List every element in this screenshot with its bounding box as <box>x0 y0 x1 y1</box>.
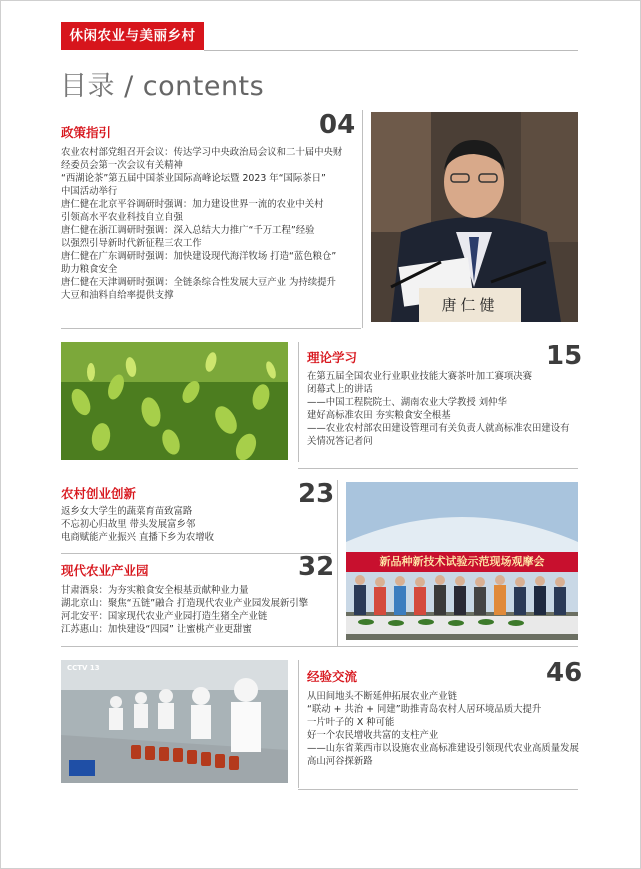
section-list-theory <box>307 370 579 448</box>
photo-greenhouse-group <box>346 482 578 640</box>
list-item[interactable]: 一片叶子的 X 种可能 <box>307 717 395 728</box>
section-rule <box>298 789 578 790</box>
photo-banner-text: 新品种新技术试验示范现场观摩会 <box>379 555 545 568</box>
section-list-experience <box>307 690 579 768</box>
list-item[interactable]: 唐仁健在广东调研时强调：加快建设现代海洋牧场 打造“蓝色粮仓” <box>61 251 337 262</box>
list-item[interactable]: 返乡女大学生的蔬菜育苗致富路 <box>61 506 193 517</box>
section-divider <box>337 480 338 646</box>
list-item[interactable]: ——农业农村部农田建设管理司有关负责人就高标准农田建设有 <box>307 423 570 434</box>
list-item[interactable]: ——山东省莱西市以设施农业高标准建设引领现代农业高质量发展 <box>307 743 579 754</box>
section-page-theory: 15 <box>546 341 583 371</box>
tv-logo: CCTV 13 <box>67 664 100 672</box>
section-page-policy: 04 <box>319 110 356 140</box>
list-item[interactable]: 中国活动举行 <box>61 186 118 197</box>
section-rule <box>61 553 331 554</box>
list-item[interactable]: 唐仁健在北京平谷调研时强调：加力建设世界一流的农业中关村 <box>61 199 324 210</box>
section-page-experience: 46 <box>546 658 583 688</box>
title-en: contents <box>142 71 265 102</box>
nameplate-text: 唐仁健 <box>441 296 499 314</box>
photo-factory <box>61 660 288 783</box>
list-item[interactable]: 闭幕式上的讲话 <box>307 384 373 395</box>
page-title <box>60 64 264 103</box>
list-item[interactable]: 农业农村部党组召开会议：传达学习中央政治局会议和二十届中央财 <box>61 147 343 158</box>
list-item[interactable]: 甘肃酒泉：为夯实粮食安全根基贡献种业力量 <box>61 585 249 596</box>
list-item[interactable]: 河北安平：国家现代农业产业园打造生猪全产业链 <box>61 611 268 622</box>
section-rule <box>298 468 578 469</box>
section-rule <box>61 646 578 647</box>
section-list-industrial-park <box>61 584 336 636</box>
section-heading-industrial-park[interactable]: 现代农业产业园 <box>61 563 149 578</box>
section-divider <box>362 110 363 328</box>
list-item[interactable]: 从田间地头不断延伸拓展农业产业链 <box>307 691 458 702</box>
list-item[interactable]: 引领高水平农业科技自立自强 <box>61 212 183 223</box>
photo-speaker <box>371 112 578 322</box>
list-item[interactable]: 大豆和油料自给率提供支撑 <box>61 290 174 301</box>
list-item[interactable]: 湖北京山：聚焦“五链”融合 打造现代农业产业园发展新引擎 <box>61 598 309 609</box>
section-page-industrial-park: 32 <box>298 552 335 582</box>
section-heading-experience[interactable]: 经验交流 <box>307 669 358 684</box>
list-item[interactable]: 不忘初心归故里 带头发展富乡邻 <box>61 519 196 530</box>
list-item[interactable]: “西湖论茶”第五届中国茶业国际高峰论坛暨 2023 年“国际茶日” <box>61 173 326 184</box>
section-rule <box>61 328 361 329</box>
list-item[interactable]: 江苏惠山：加快建设“四园” 让蜜桃产业更甜蜜 <box>61 624 252 635</box>
section-page-entrepreneurship: 23 <box>298 479 335 509</box>
header-rule <box>204 50 578 51</box>
list-item[interactable]: 电商赋能产业振兴 直播下乡为农增收 <box>61 532 214 543</box>
list-item[interactable]: 好一个农民增收共富的支柱产业 <box>307 730 439 741</box>
section-heading-theory[interactable]: 理论学习 <box>307 350 358 365</box>
title-separator: / <box>115 71 143 102</box>
section-list-policy <box>61 146 361 302</box>
list-item[interactable]: 助力粮食安全 <box>61 264 118 275</box>
photo-tea-leaves <box>61 342 288 460</box>
section-list-entrepreneurship <box>61 505 331 544</box>
list-item[interactable]: 在第五届全国农业行业职业技能大赛茶叶加工赛项决赛 <box>307 371 533 382</box>
list-item[interactable]: ——中国工程院院士、湖南农业大学教授 刘仲华 <box>307 397 507 408</box>
list-item[interactable]: 建好高标准农田 夯实粮食安全根基 <box>307 410 451 421</box>
section-divider <box>298 660 299 788</box>
list-item[interactable]: 以强烈引导新时代新征程三农工作 <box>61 238 202 249</box>
list-item[interactable]: 关情况答记者问 <box>307 436 373 447</box>
section-divider <box>298 342 299 462</box>
list-item[interactable]: 唐仁健在浙江调研时强调：深入总结大力推广“千万工程”经验 <box>61 225 315 236</box>
list-item[interactable]: “联动 + 共治 + 同建”助推青岛农村人居环境品质大提升 <box>307 704 542 715</box>
section-heading-entrepreneurship[interactable]: 农村创业创新 <box>61 486 137 501</box>
title-zh: 目录 <box>60 71 115 102</box>
list-item[interactable]: 经委员会第一次会议有关精神 <box>61 160 183 171</box>
list-item[interactable]: 唐仁健在天津调研时强调：全链条综合性发展大豆产业 为持续提升 <box>61 277 336 288</box>
section-heading-policy[interactable]: 政策指引 <box>61 125 112 140</box>
list-item[interactable]: 高山河谷探新路 <box>307 756 373 767</box>
magazine-badge: 休闲农业与美丽乡村 <box>61 22 204 50</box>
